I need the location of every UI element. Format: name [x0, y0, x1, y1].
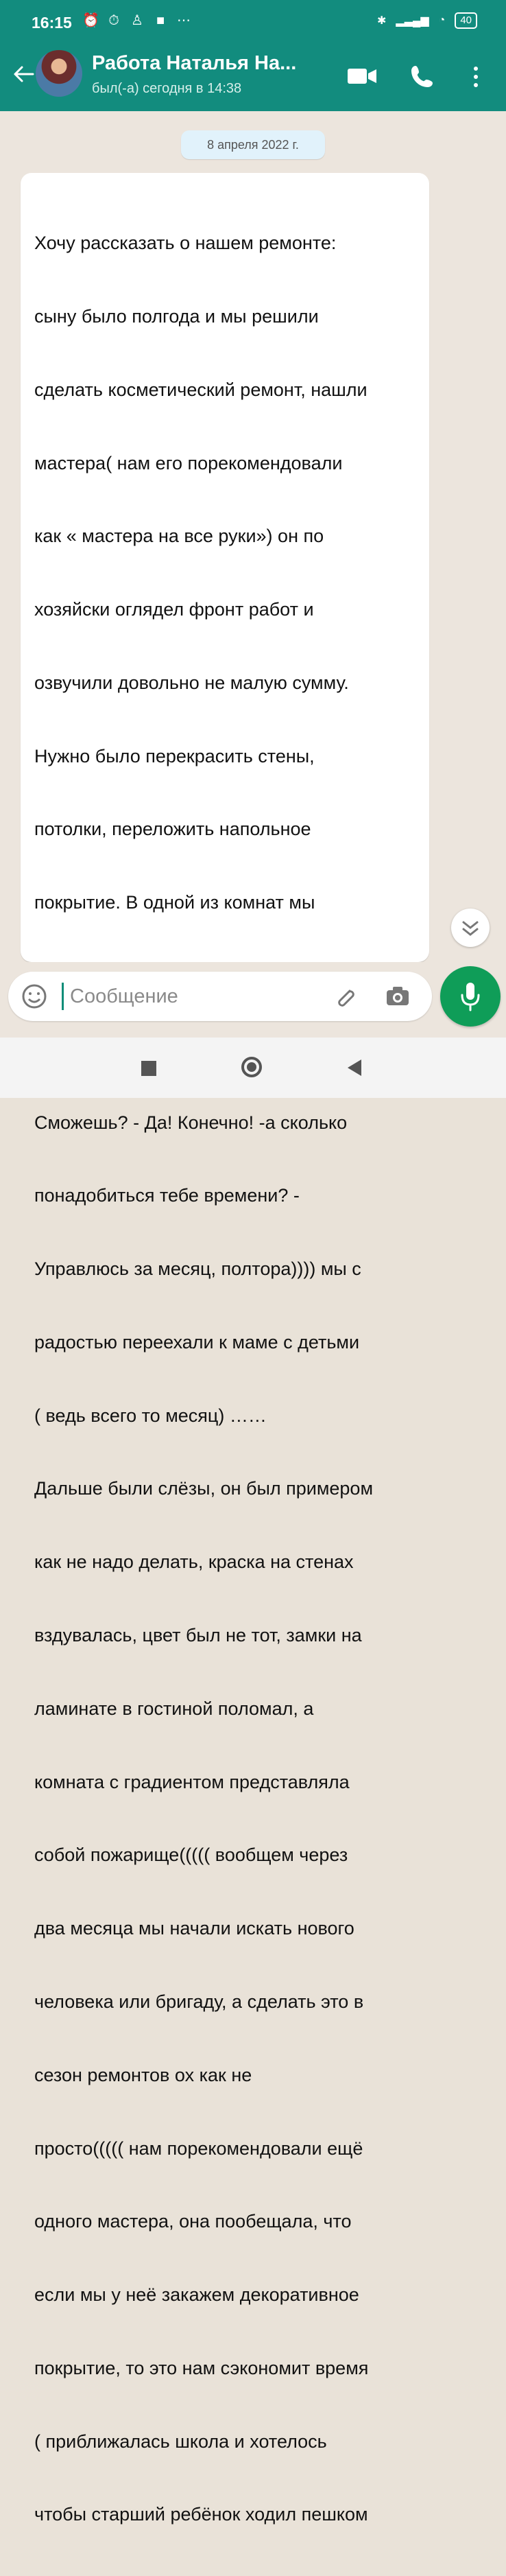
message-line: как « мастера на все руки») он по: [34, 526, 324, 547]
message-line: понадобиться тебе времени? -: [34, 1185, 300, 1206]
scroll-down-button[interactable]: [451, 909, 490, 947]
message-line: ( ведь всего то месяц) ……: [34, 1405, 267, 1426]
message-line: одного мастера, она пообещала, что: [34, 2211, 352, 2232]
recent-apps-button[interactable]: [141, 1061, 156, 1076]
message-line: как не надо делать, краска на стенах: [34, 1552, 354, 1573]
message-placeholder: Сообщение: [70, 985, 178, 1007]
more-icon: ⋯: [177, 13, 191, 28]
contact-name[interactable]: Работа Наталья На...: [92, 52, 297, 74]
message-line: покрытие. В одной из комнат мы: [34, 892, 315, 913]
double-chevron-down-icon: [451, 909, 490, 947]
message-line: покрытие, то это нам сэкономит время: [34, 2357, 369, 2378]
message-line: сыну было полгода и мы решили: [34, 305, 319, 327]
message-line: сделать косметический ремонт, нашли: [34, 379, 368, 400]
video-notification-icon: ■: [156, 13, 165, 28]
bluetooth-icon: ✱: [376, 15, 387, 27]
message-line: Сможешь? - Да! Конечно! -а сколько: [34, 1112, 348, 1133]
message-line: Дальше были слёзы, он был примером: [34, 1478, 374, 1499]
microphone-icon: [440, 966, 501, 1027]
voice-message-button[interactable]: [440, 966, 501, 1027]
status-bar: [0, 0, 506, 45]
odnoklassniki-icon: ♙: [131, 13, 143, 28]
notification-icons: [82, 12, 192, 29]
message-line: чтобы старший ребёнок ходил пешком: [34, 2504, 368, 2525]
back-arrow-icon[interactable]: [10, 60, 37, 88]
message-line: мастера( нам его порекомендовали: [34, 452, 343, 473]
message-input[interactable]: [8, 972, 432, 1021]
text-cursor: [62, 983, 64, 1010]
message-line: комната с градиентом представляла: [34, 1771, 350, 1792]
message-line: ( приближалась школа и хотелось: [34, 2431, 327, 2452]
message-line: человека или бригаду, а сделать это в: [34, 1991, 364, 2012]
message-line: собой пожарище((((( вообщем через: [34, 1845, 348, 1866]
message-line: ламинате в гостиной поломал, а: [34, 1698, 314, 1719]
message-line: Управлюсь за месяц, полтора)))) мы с: [34, 1258, 361, 1280]
battery-icon: 40: [455, 12, 477, 29]
message-text: [34, 183, 422, 2576]
chat-header: [0, 45, 506, 111]
attach-icon[interactable]: [330, 983, 358, 1010]
contact-status: был(-а) сегодня в 14:38: [92, 81, 242, 96]
home-button[interactable]: [241, 1057, 262, 1077]
emoji-icon[interactable]: [21, 983, 48, 1010]
contact-avatar[interactable]: [36, 50, 82, 97]
phone-call-icon[interactable]: [409, 63, 435, 89]
message-line: хозяйски оглядел фронт работ и: [34, 599, 314, 620]
message-line: вздувалась, цвет был не тот, замки на: [34, 1625, 362, 1646]
message-composer: [0, 962, 506, 1038]
alarm-icon: ⏱: [108, 13, 119, 28]
message-line: просто((((( нам порекомендовали ещё: [34, 2138, 363, 2159]
date-separator: 8 апреля 2022 г.: [181, 130, 325, 159]
message-line: два месяца мы начали искать нового: [34, 1918, 354, 1939]
status-time: 16:15: [32, 14, 72, 32]
message-line: потолки, переложить напольное: [34, 819, 311, 840]
message-line: сезон ремонтов ох как не: [34, 2064, 252, 2085]
video-call-icon[interactable]: [346, 66, 378, 86]
wifi-icon: ◔: [438, 14, 446, 26]
signal-icon: ▂▃▄▆: [396, 15, 429, 27]
alarm-icon: ⏰: [82, 13, 99, 28]
message-line: радостью переехали к маме с детьми: [34, 1331, 360, 1353]
message-line: если мы у неё закажем декоративное: [34, 2284, 359, 2306]
message-line: Нужно было перекрасить стены,: [34, 745, 315, 766]
message-line: Хочу рассказать о нашем ремонте:: [34, 233, 337, 254]
camera-icon[interactable]: [384, 983, 411, 1010]
message-line: озвучили довольно не малую сумму.: [34, 672, 349, 693]
android-navigation-bar: [0, 1038, 506, 1098]
more-vertical-icon[interactable]: [469, 63, 483, 91]
system-icons: [377, 12, 477, 29]
back-button[interactable]: [348, 1059, 361, 1076]
